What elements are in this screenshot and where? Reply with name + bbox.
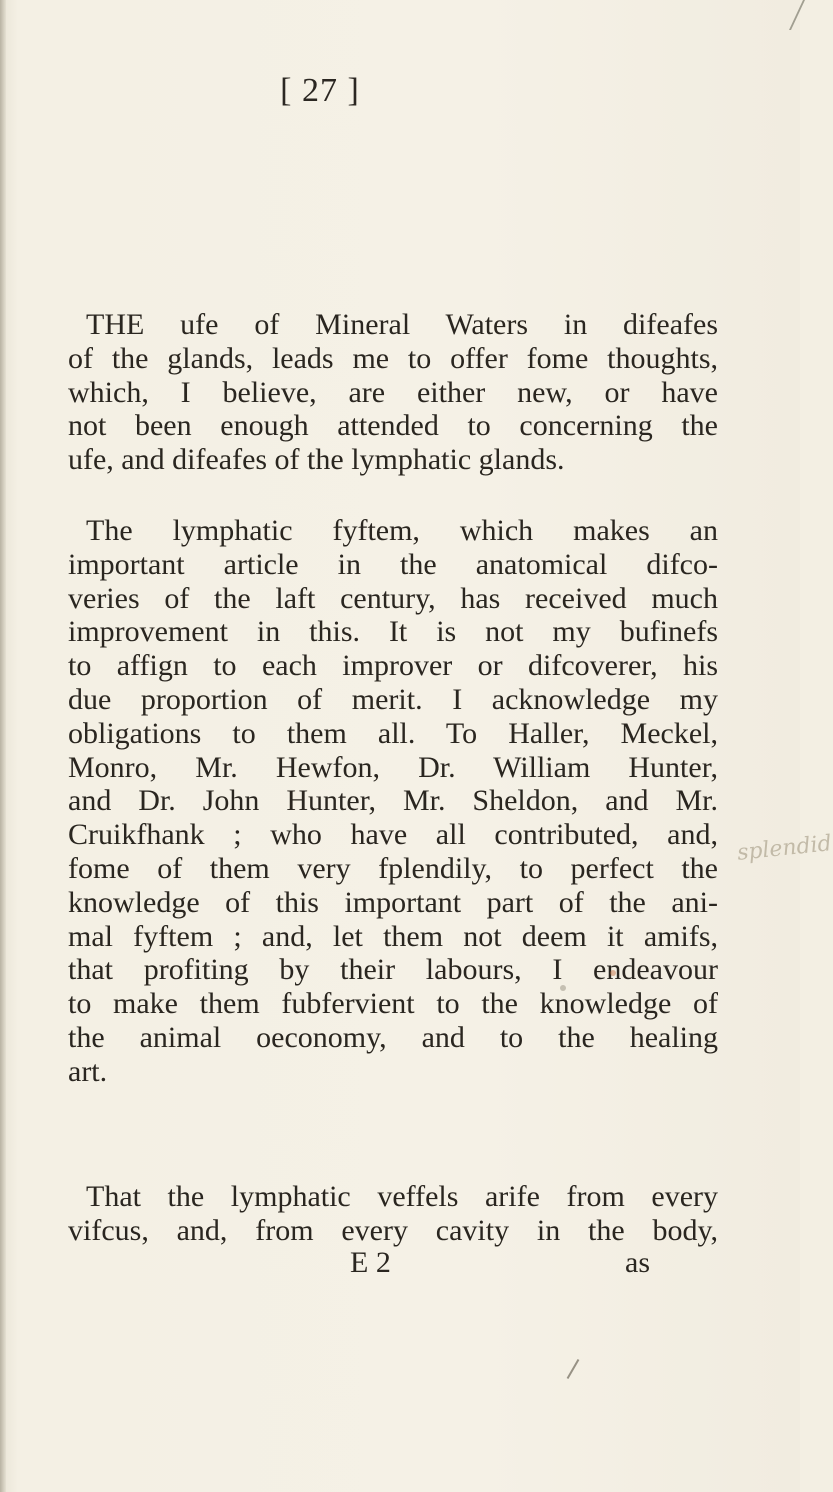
text-line: not been enough attended to concerning the <box>68 409 718 443</box>
text-line: to make them fubfervient to the knowledge of <box>68 987 718 1021</box>
text-line: Monro, Mr. Hewfon, Dr. William Hunter, <box>68 750 718 784</box>
text-line: obligations to them all. To Haller, Meckel, <box>68 716 718 750</box>
page-footer-line <box>350 1246 650 1280</box>
text-line: fome of them very fplendily, to perfect the <box>68 851 718 885</box>
text-line: Cruikfhank ; who have all contributed, and, <box>68 818 718 852</box>
text-line: veries of the laft century, has received much <box>68 581 718 615</box>
pencil-mark <box>567 1359 580 1379</box>
text-line: art. <box>68 1054 108 1088</box>
text-line: ufe, and difeafes of the lymphatic glands. <box>68 443 565 477</box>
text-line: mal fyftem ; and, let them not deem it amifs, <box>68 919 718 953</box>
paragraph-3 <box>68 1180 718 1248</box>
paragraph-1 <box>68 308 718 477</box>
text-line: That the lymphatic veffels arife from every <box>86 1180 718 1213</box>
text-line: the animal oeconomy, and to the healing <box>68 1020 718 1054</box>
text-line: which, I believe, are either new, or have <box>68 375 718 409</box>
text-line: THE ufe of Mineral Waters in difeafes <box>86 308 718 341</box>
text-line: due proportion of merit. I acknowledge my <box>68 682 718 716</box>
paragraph-2 <box>68 514 718 1089</box>
catchword: as <box>625 1246 650 1279</box>
text-line: of the glands, leads me to offer fome thoughts, <box>68 341 718 375</box>
signature-mark: E 2 <box>350 1246 391 1279</box>
text-line: vifcus, and, from every cavity in the body, <box>68 1213 718 1247</box>
text-line: that profiting by their labours, I endeavour <box>68 953 718 987</box>
text-line: The lymphatic fyftem, which makes an <box>86 514 718 547</box>
page-corner-mark <box>765 0 805 30</box>
text-line: knowledge of this important part of the ani- <box>68 885 718 919</box>
page-binding-edge <box>0 0 6 1492</box>
ink-speck <box>560 985 566 991</box>
text-line: improvement in this. It is not my bufinefs <box>68 615 718 649</box>
ink-speck <box>610 970 616 976</box>
text-line: and Dr. John Hunter, Mr. Sheldon, and Mr. <box>68 784 718 818</box>
margin-annotation: splendid <box>735 831 833 866</box>
page-number: [ 27 ] <box>280 72 360 109</box>
text-line: important article in the anatomical difco- <box>68 547 718 581</box>
text-line: to affign to each improver or difcoverer, his <box>68 649 718 683</box>
